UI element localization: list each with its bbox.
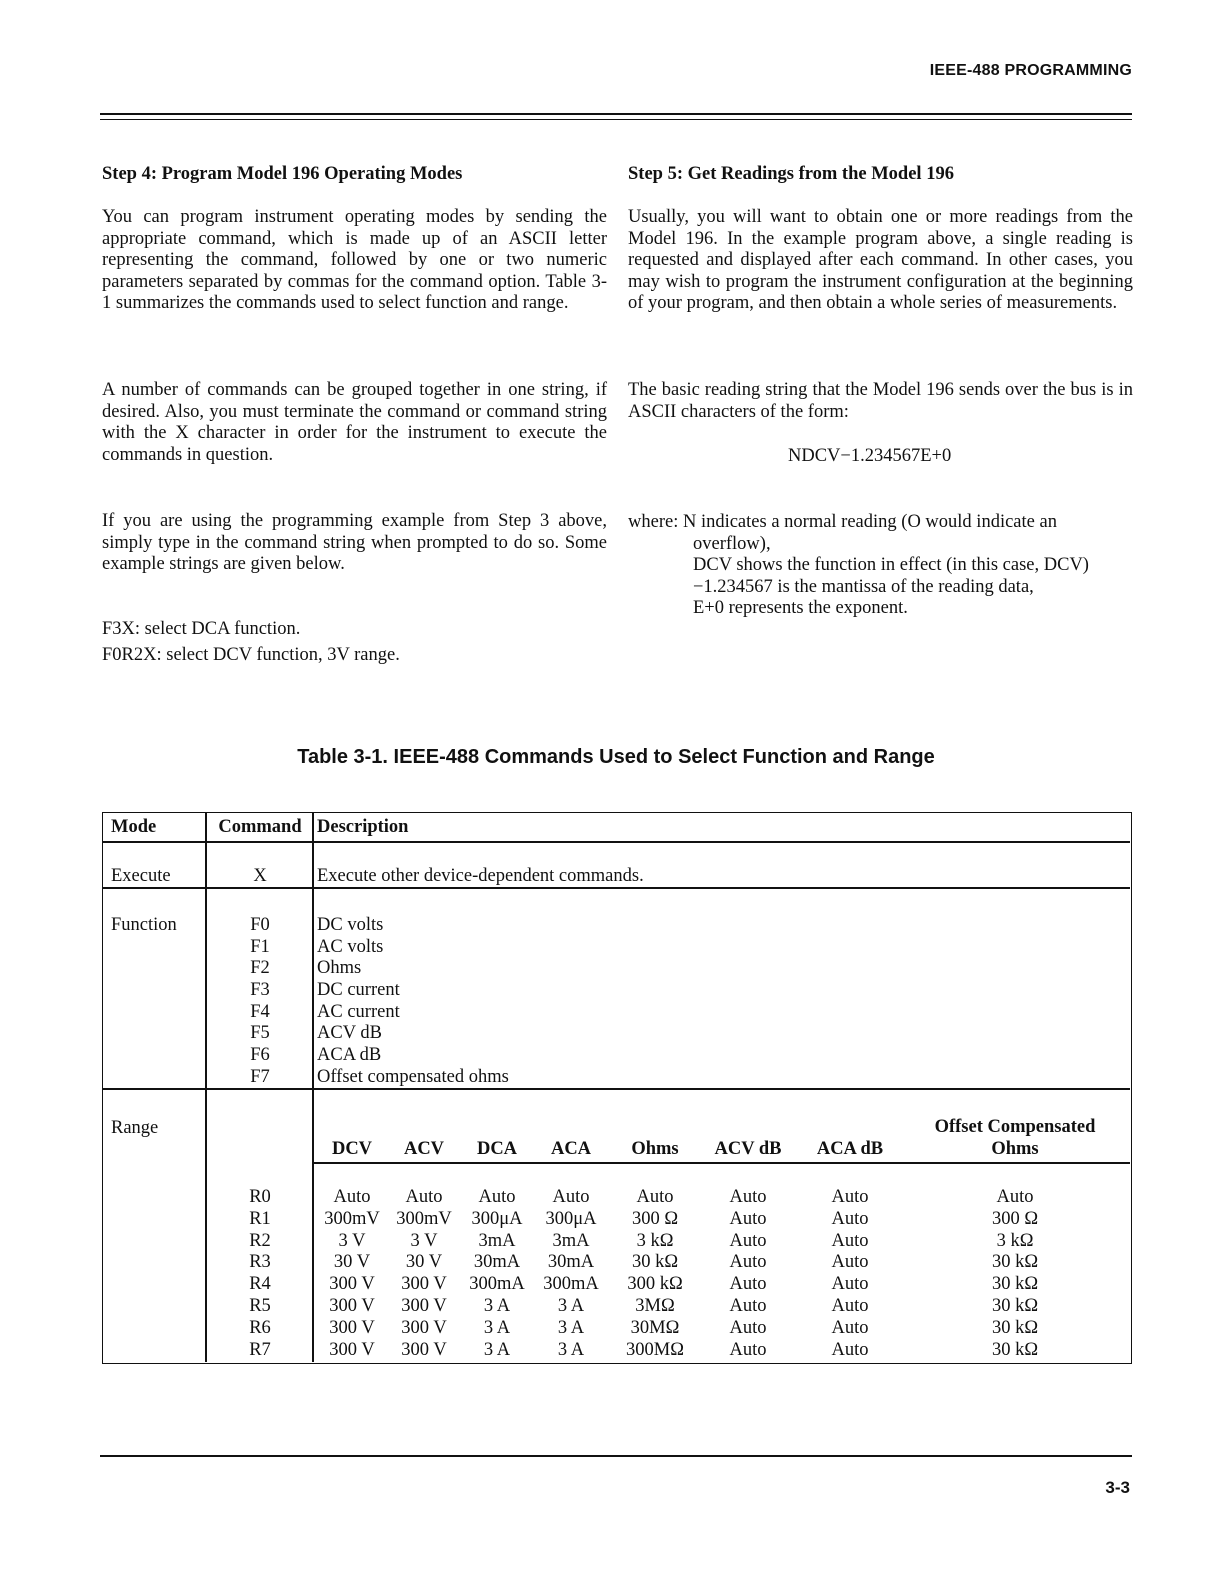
range-value: 30 V	[405, 1252, 443, 1273]
range-value: 30 kΩ	[991, 1252, 1039, 1273]
function-description: Offset compensated ohms	[317, 1067, 509, 1087]
range-value: 30 V	[333, 1252, 371, 1273]
range-value: 30 kΩ	[631, 1252, 679, 1273]
where-line-1: where: N indicates a normal reading (O would indicate an	[628, 512, 1057, 532]
range-value: 300mV	[396, 1208, 452, 1229]
function-command: F3	[250, 980, 270, 1000]
range-value: 300 V	[401, 1339, 447, 1360]
where-line-3: DCV shows the function in effect (in this case, DCV)	[693, 555, 1089, 575]
command-x: X	[253, 866, 267, 886]
range-value: 300 kΩ	[627, 1274, 683, 1295]
range-command: R5	[249, 1296, 271, 1316]
header-command: Command	[218, 817, 302, 837]
function-description: Ohms	[317, 958, 362, 978]
range-command: R7	[249, 1339, 271, 1360]
range-value: 3 kΩ	[996, 1230, 1034, 1251]
range-subheader: DCV	[331, 1139, 373, 1159]
range-value: Auto	[729, 1296, 767, 1316]
header-description: Description	[317, 817, 409, 837]
range-value: Auto	[831, 1230, 869, 1251]
range-value: 300 V	[329, 1296, 375, 1316]
where-explanation	[628, 512, 1133, 620]
step4-para2: A number of commands can be grouped together in one string, if desired. Also, you must terminate the command or command string with the X character in order for the instrument to execute the commands in question.	[102, 380, 607, 465]
range-value: 300mA	[543, 1274, 599, 1295]
step4-para3: If you are using the programming example from Step 3 above, simply type in the command string when prompted to do so. Some example strings are given below.	[102, 511, 607, 574]
where-line-4: −1.234567 is the mantissa of the reading data,	[693, 576, 1034, 597]
footer-rule	[100, 1455, 1132, 1457]
range-value: Auto	[478, 1187, 516, 1207]
range-subheader-offset: Ohms	[991, 1139, 1039, 1159]
range-subheader: ACV	[403, 1139, 445, 1159]
range-command: R6	[249, 1317, 271, 1338]
range-value: Auto	[333, 1187, 371, 1207]
range-command: R4	[249, 1274, 271, 1295]
range-value: Auto	[405, 1187, 443, 1207]
step5-para1: Usually, you will want to obtain one or more readings from the Model 196. In the example program above, a single reading is requested and displayed after each command. In other cases, you may wish to program the instrument configuration at the beginning of your program, and then obtain a whole series of measurements.	[628, 207, 1133, 313]
range-value: Auto	[636, 1187, 674, 1207]
range-value: 300 Ω	[631, 1208, 679, 1229]
range-value: 3 A	[483, 1296, 511, 1316]
header-rule	[100, 113, 1132, 115]
range-value: 3 A	[557, 1317, 585, 1338]
range-value: 300 V	[329, 1339, 375, 1360]
function-command: F5	[250, 1023, 270, 1043]
range-value: 3mA	[552, 1230, 590, 1251]
range-value: 3 A	[557, 1296, 585, 1316]
range-value: Auto	[831, 1317, 869, 1338]
range-value: Auto	[729, 1230, 767, 1251]
range-value: 3 V	[410, 1230, 438, 1251]
function-description: ACV dB	[317, 1023, 382, 1043]
mode-range: Range	[111, 1118, 159, 1138]
range-value: 30 kΩ	[991, 1339, 1039, 1360]
range-value: Auto	[729, 1339, 767, 1360]
range-command: R3	[249, 1252, 271, 1273]
step5-para2: The basic reading string that the Model 196 sends over the bus is in ASCII characters of the form:	[628, 380, 1133, 422]
function-command: F0	[250, 915, 270, 935]
range-value: Auto	[831, 1274, 869, 1295]
range-value: 300mV	[324, 1208, 380, 1229]
range-subheader: DCA	[476, 1139, 518, 1159]
range-subheader: ACA	[550, 1139, 592, 1159]
range-subheader: ACV dB	[714, 1139, 782, 1159]
range-value: 30 kΩ	[991, 1274, 1039, 1295]
section-title: IEEE-488 PROGRAMMING	[929, 62, 1132, 79]
table-divider	[312, 1162, 1130, 1164]
range-value: 30MΩ	[630, 1317, 680, 1338]
function-description: DC current	[317, 980, 400, 1000]
function-command: F2	[250, 958, 270, 978]
range-value: Auto	[729, 1274, 767, 1295]
range-value: Auto	[729, 1208, 767, 1229]
range-command: R2	[249, 1230, 271, 1251]
header-rule-thin	[100, 119, 1132, 120]
range-value: 3 kΩ	[636, 1230, 674, 1251]
function-command: F6	[250, 1045, 270, 1065]
range-value: 300μA	[471, 1208, 523, 1229]
range-value: 30mA	[473, 1252, 521, 1273]
range-value: Auto	[729, 1187, 767, 1207]
header-mode: Mode	[111, 817, 157, 837]
step5-heading: Step 5: Get Readings from the Model 196	[628, 164, 954, 184]
range-value: 300 V	[401, 1317, 447, 1338]
range-value: 300 V	[401, 1274, 447, 1295]
range-value: 30mA	[547, 1252, 595, 1273]
range-value: 300 V	[329, 1274, 375, 1295]
where-line-2: overflow),	[693, 533, 771, 554]
step4-heading: Step 4: Program Model 196 Operating Modes	[102, 164, 463, 184]
range-subheader-offset: Offset Compensated	[934, 1117, 1096, 1137]
range-value: Auto	[831, 1208, 869, 1229]
range-value: 30 kΩ	[991, 1296, 1039, 1316]
function-description: AC volts	[317, 937, 384, 957]
range-value: 3 A	[483, 1339, 511, 1360]
function-command: F1	[250, 937, 270, 957]
range-value: 3MΩ	[635, 1296, 675, 1316]
function-description: AC current	[317, 1002, 400, 1022]
range-value: Auto	[831, 1339, 869, 1360]
function-command: F4	[250, 1002, 270, 1022]
range-value: 300MΩ	[626, 1339, 684, 1360]
range-value: 3 A	[557, 1339, 585, 1360]
example-string-1: F3X: select DCA function.	[102, 619, 301, 639]
function-description: ACA dB	[317, 1045, 382, 1065]
function-description: DC volts	[317, 915, 384, 935]
page-number: 3-3	[1105, 1478, 1130, 1497]
step4-para1: You can program instrument operating modes by sending the appropriate command, which is made up of an ASCII letter representing the command, followed by one or two numeric parameters separated by commas for the command option. Table 3-1 summarizes the commands used to select function and range.	[102, 207, 607, 313]
range-subheader: Ohms	[631, 1139, 679, 1159]
table-divider	[103, 841, 1130, 843]
range-value: 300 V	[329, 1317, 375, 1338]
range-value: Auto	[831, 1187, 869, 1207]
execute-description: Execute other device-dependent commands.	[317, 866, 644, 886]
range-value: Auto	[729, 1317, 767, 1338]
range-value: 300 Ω	[991, 1208, 1039, 1229]
range-value: Auto	[729, 1252, 767, 1273]
function-command: F7	[250, 1067, 270, 1087]
range-value: Auto	[996, 1187, 1034, 1207]
reading-string-example: NDCV−1.234567E+0	[788, 446, 952, 466]
range-value: 300μA	[545, 1208, 597, 1229]
range-value: Auto	[831, 1252, 869, 1273]
range-value: Auto	[552, 1187, 590, 1207]
range-subheader: ACA dB	[816, 1139, 884, 1159]
range-value: 300 V	[401, 1296, 447, 1316]
commands-table	[102, 812, 1132, 1364]
mode-execute: Execute	[111, 866, 171, 886]
table-caption: Table 3-1. IEEE-488 Commands Used to Select Function and Range	[297, 746, 935, 768]
range-command: R0	[249, 1187, 271, 1207]
range-value: 300mA	[469, 1274, 525, 1295]
range-value: Auto	[831, 1296, 869, 1316]
where-line-5: E+0 represents the exponent.	[693, 598, 908, 618]
range-value: 30 kΩ	[991, 1317, 1039, 1338]
range-value: 3 A	[483, 1317, 511, 1338]
range-value: 3 V	[338, 1230, 366, 1251]
range-command: R1	[249, 1208, 271, 1229]
mode-function: Function	[111, 915, 177, 935]
example-string-2: F0R2X: select DCV function, 3V range.	[102, 645, 400, 665]
range-value: 3mA	[478, 1230, 516, 1251]
